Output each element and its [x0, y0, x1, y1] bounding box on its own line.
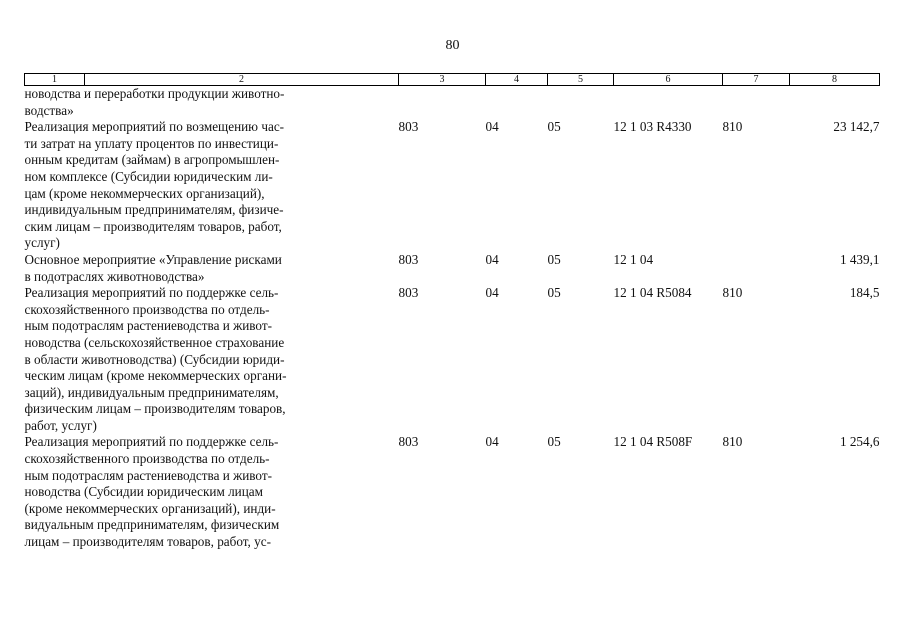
expense-type-cell: 810: [722, 285, 743, 301]
subsection-cell: 05: [547, 251, 561, 267]
ministry-code-cell: 803: [398, 119, 419, 135]
subsection-cell: 05: [547, 434, 561, 450]
target-article-cell: 12 1 04 R5084: [613, 285, 692, 301]
target-article-cell: 12 1 04 R508F: [613, 434, 693, 450]
row-index-cell: Реализация мероприятий по поддержке сель- скохозяйственного производства по отдель- ным подотраслям растениеводства и живот- новодства (Субсидии юридическим лицам (кроме некоммерческих организаций), инди- видуальным предпринимателям, физическим лицам – производителям товаров, работ, ус-: [24, 434, 280, 550]
column-header: 7: [723, 74, 790, 86]
target-article-cell: 12 1 04: [613, 251, 654, 267]
section-cell: 04: [485, 251, 499, 267]
column-header: 4: [486, 74, 548, 86]
column-header: 2: [85, 74, 399, 86]
table-row: [25, 86, 880, 120]
table-row: [25, 119, 880, 252]
ministry-code-cell: 803: [398, 251, 419, 267]
ministry-code-cell: 803: [398, 285, 419, 301]
column-header: 1: [25, 74, 85, 86]
ministry-code-cell: 803: [398, 434, 419, 450]
target-article-cell: 12 1 03 R4330: [613, 119, 692, 135]
table-row: [25, 285, 880, 434]
expense-type-cell: [723, 86, 790, 120]
amount-cell: 1 254,6: [839, 434, 880, 450]
section-cell: [486, 86, 548, 120]
column-header: 8: [790, 74, 880, 86]
expense-type-cell: 810: [722, 434, 743, 450]
target-article-cell: [614, 86, 723, 120]
expense-type-cell: 810: [722, 119, 743, 135]
section-cell: 04: [485, 434, 499, 450]
subsection-cell: 05: [547, 285, 561, 301]
column-number-row: [25, 74, 880, 86]
table-row: [25, 252, 880, 285]
table-row: [25, 434, 880, 550]
row-index-cell: Основное мероприятие «Управление рисками в подотраслях животноводства»: [24, 251, 282, 284]
amount-cell: [790, 86, 880, 120]
row-index-cell: Реализация мероприятий по возмещению час- ти затрат на уплату процентов по инвестици- онным кредитам (займам) в агропромышлен- ном комплексе (Субсидии юридическим ли- цам (кроме некоммерческих организаций), индивидуальным предпринимателям, физиче- ским лицам – производителям товаров, работ, услуг): [24, 119, 285, 251]
subsection-cell: 05: [547, 119, 561, 135]
row-index-cell: Реализация мероприятий по поддержке сель- скохозяйственного производства по отдель- ным подотраслям растениеводства и живот- новодства (сельскохозяйственное страхование в области животноводства) (Субсидии юриди- ческим лицам (кроме некоммерческих органи- заций), индивидуальным предпринимателям, физическим лицам – производителям товаров, работ, услуг): [24, 285, 287, 433]
column-header: 3: [399, 74, 486, 86]
column-header: 6: [614, 74, 723, 86]
amount-cell: 1 439,1: [839, 251, 880, 267]
table-body: [25, 86, 880, 551]
page-number: 80: [445, 38, 460, 53]
budget-table: [24, 73, 880, 551]
expense-type-cell: [723, 252, 790, 285]
subsection-cell: [548, 86, 614, 120]
ministry-code-cell: [399, 86, 486, 120]
column-header: 5: [548, 74, 614, 86]
row-index-cell: новодства и переработки продукции животно- водства»: [24, 86, 285, 118]
section-cell: 04: [485, 285, 499, 301]
amount-cell: 184,5: [849, 285, 880, 301]
amount-cell: 23 142,7: [833, 119, 880, 135]
section-cell: 04: [485, 119, 499, 135]
